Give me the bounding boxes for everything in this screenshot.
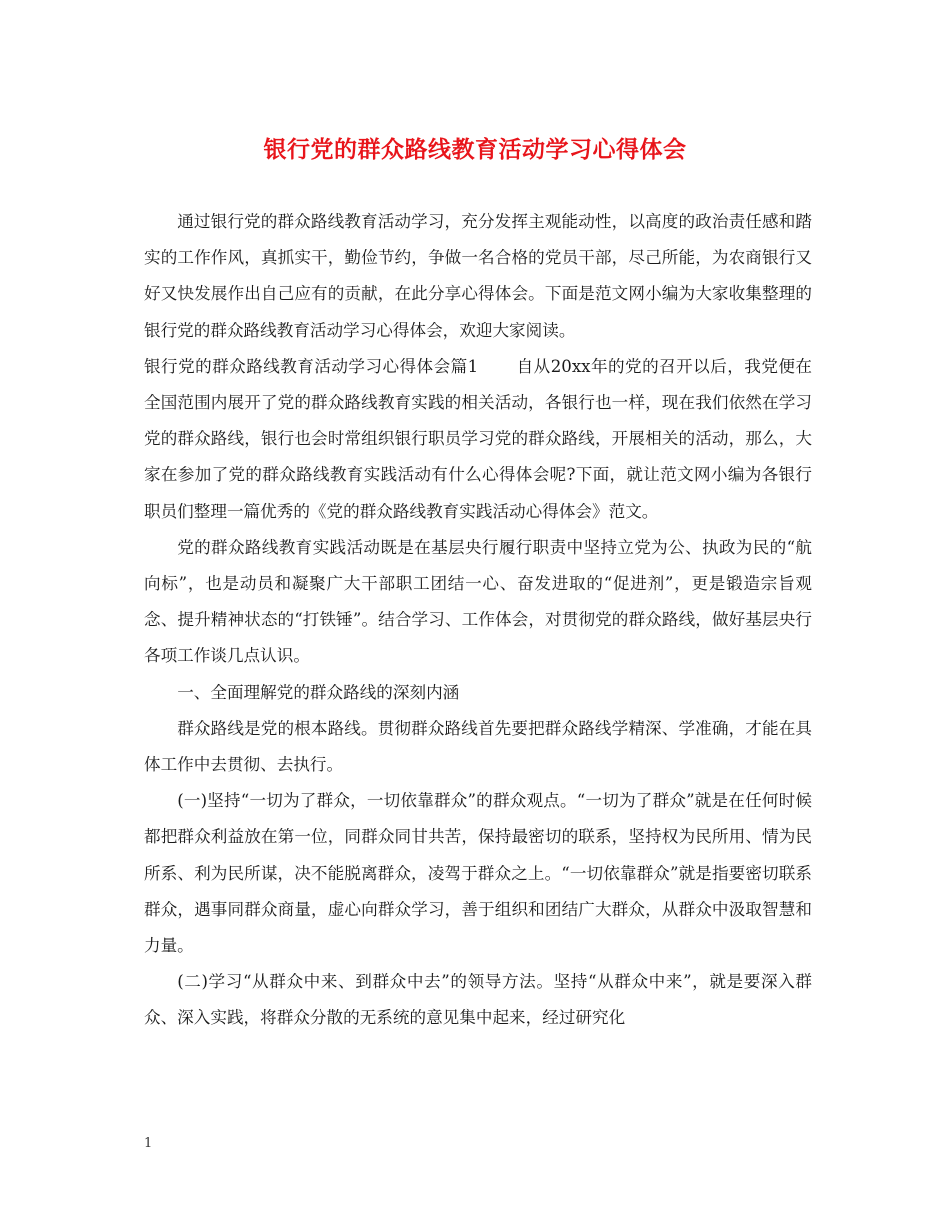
piece-1-text: 自从20xx年的党的召开以后，我党便在全国范围内展开了党的群众路线教育实践的相关活动，各银行也一样，现在我们依然在学习党的群众路线，银行也会时常组织银行职员学习党的群众路线，开展相关的活动，那么，大家在参加了党的群众路线教育实践活动有什么心得体会呢?下面，就让范文网小编为各银行职员们整理一篇优秀的《党的群众路线教育实践活动心得体会》范文。 xyxy=(144,356,812,521)
page-number: 1 xyxy=(144,1136,153,1151)
section-heading-1: 一、全面理解党的群众路线的深刻内涵 xyxy=(177,682,460,702)
intro-paragraph: 通过银行党的群众路线教育活动学习，充分发挥主观能动性，以高度的政治责任感和踏实的工作作风，真抓实干，勤俭节约，争做一名合格的党员干部，尽己所能，为农商银行又好又快发展作出自己应有的贡献，在此分享心得体会。下面是范文网小编为大家收集整理的银行党的群众路线教育活动学习心得体会，欢迎大家阅读。 xyxy=(144,212,812,340)
paragraph-5: (二)学习“从群众中来、到群众中去”的领导方法。坚持“从群众中来”，就是要深入群众、深入实践，将群众分散的无系统的意见集中起来，经过研究化 xyxy=(144,972,812,1028)
paragraph-2: 党的群众路线教育实践活动既是在基层央行履行职责中坚持立党为公、执政为民的“航向标”，也是动员和凝聚广大干部职工团结一心、奋发进取的“促进剂”，更是锻造宗旨观念、提升精神状态的“打铁锤”。结合学习、工作体会，对贯彻党的群众路线，做好基层央行各项工作谈几点认识。 xyxy=(144,537,812,666)
paragraph-4: (一)坚持“一切为了群众，一切依靠群众”的群众观点。“一切为了群众”就是在任何时候都把群众利益放在第一位，同群众同甘共苦，保持最密切的联系，坚持权为民所用、情为民所系、利为民所谋，决不能脱离群众，凌驾于群众之上。“一切依靠群众”就是指要密切联系群众，遇事同群众商量，虚心向群众学习，善于组织和团结广大群众，从群众中汲取智慧和力量。 xyxy=(144,791,812,956)
piece-1-paragraph xyxy=(144,349,812,530)
document-body xyxy=(144,204,812,1037)
paragraph-3: 群众路线是党的根本路线。贯彻群众路线首先要把群众路线学精深、学准确，才能在具体工作中去贯彻、去执行。 xyxy=(144,718,812,775)
piece-1-heading: 银行党的群众路线教育活动学习心得体会篇1 xyxy=(144,356,479,376)
document-title: 银行党的群众路线教育活动学习心得体会 xyxy=(263,137,687,163)
